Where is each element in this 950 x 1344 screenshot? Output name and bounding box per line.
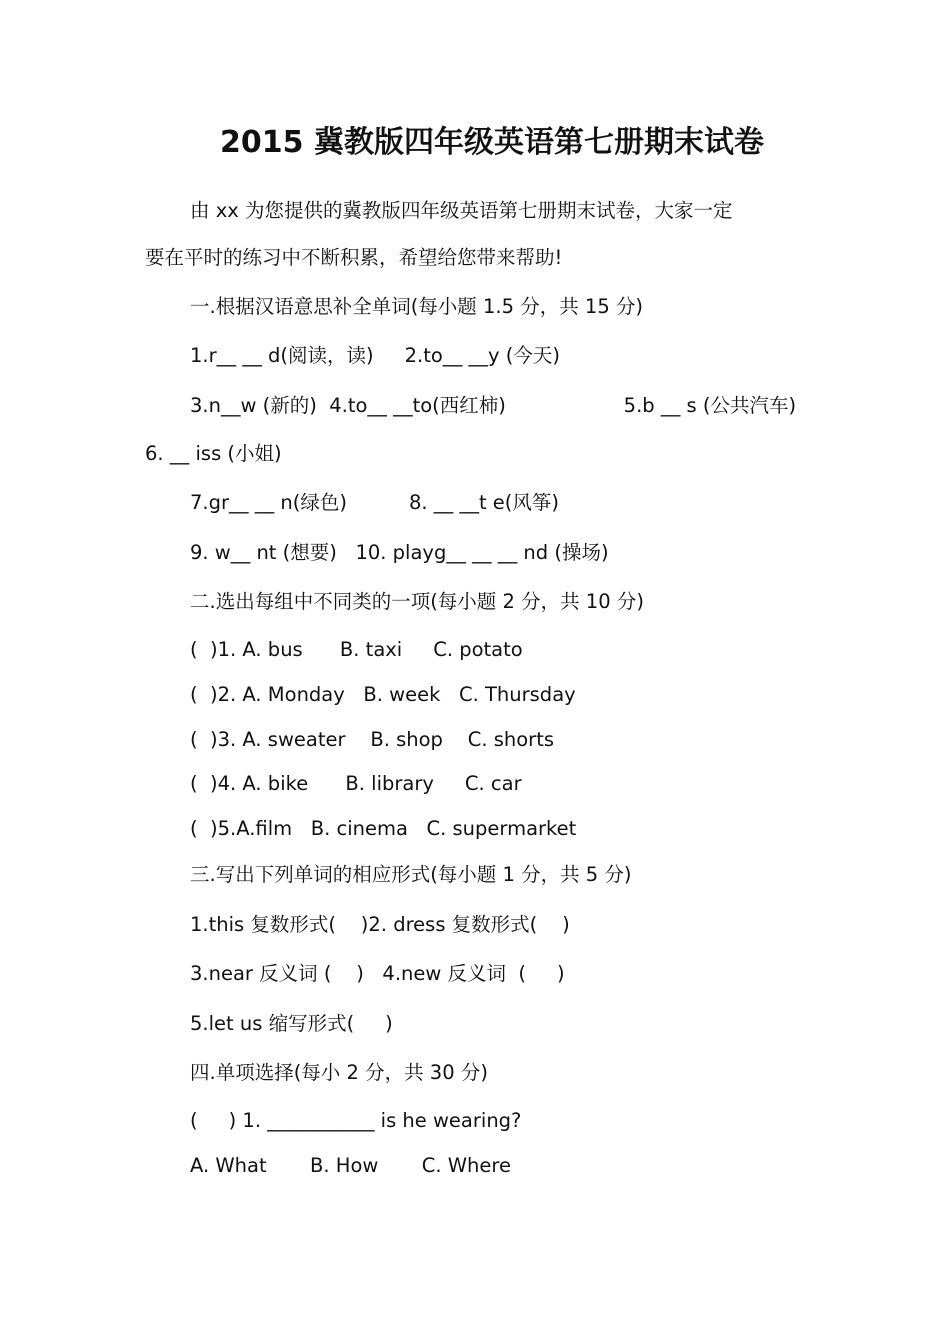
section4-question-1: ( ) 1. ___________ is he wearing? [190,1109,522,1132]
section4-question-1-options: A. What B. How C. Where [190,1154,511,1177]
section1-row-1: 1.r__ __ d(阅读，读) 2.to__ __y (今天) [190,344,560,367]
section1-row-5: 9. w__ nt (想要) 10. playg__ __ __ nd (操场) [190,541,609,564]
section3-heading: 三.写出下列单词的相应形式(每小题 1 分，共 5 分) [190,863,632,886]
section2-item-4: ( )4. A. bike B. library C. car [190,772,522,795]
section2-item-5: ( )5.A.film B. cinema C. supermarket [190,817,577,840]
section1-row-3: 6. __ iss (小姐) [145,442,282,465]
intro-line-2: 要在平时的练习中不断积累，希望给您带来帮助! [145,246,563,269]
section2-item-1: ( )1. A. bus B. taxi C. potato [190,638,523,661]
section3-row-2: 3.near 反义词 ( ) 4.new 反义词 ( ) [190,962,565,985]
section1-row-4: 7.gr__ __ n(绿色) 8. __ __t e(风筝) [190,491,560,514]
section1-row-2: 3.n__w (新的) 4.to__ __to(西红柿) 5.b __ s (公共汽车) [190,394,797,417]
intro-line-1: 由 xx 为您提供的冀教版四年级英语第七册期末试卷，大家一定 [190,199,733,222]
document-title: 2015 冀教版四年级英语第七册期末试卷 [220,125,764,160]
section3-row-1: 1.this 复数形式( )2. dress 复数形式( ) [190,913,570,936]
section2-item-2: ( )2. A. Monday B. week C. Thursday [190,683,576,706]
section2-item-3: ( )3. A. sweater B. shop C. shorts [190,728,554,751]
section3-row-3: 5.let us 缩写形式( ) [190,1012,393,1035]
section1-heading: 一.根据汉语意思补全单词(每小题 1.5 分，共 15 分) [190,295,644,318]
section2-heading: 二.选出每组中不同类的一项(每小题 2 分，共 10 分) [190,590,644,613]
section4-heading: 四.单项选择(每小 2 分，共 30 分) [190,1061,488,1084]
